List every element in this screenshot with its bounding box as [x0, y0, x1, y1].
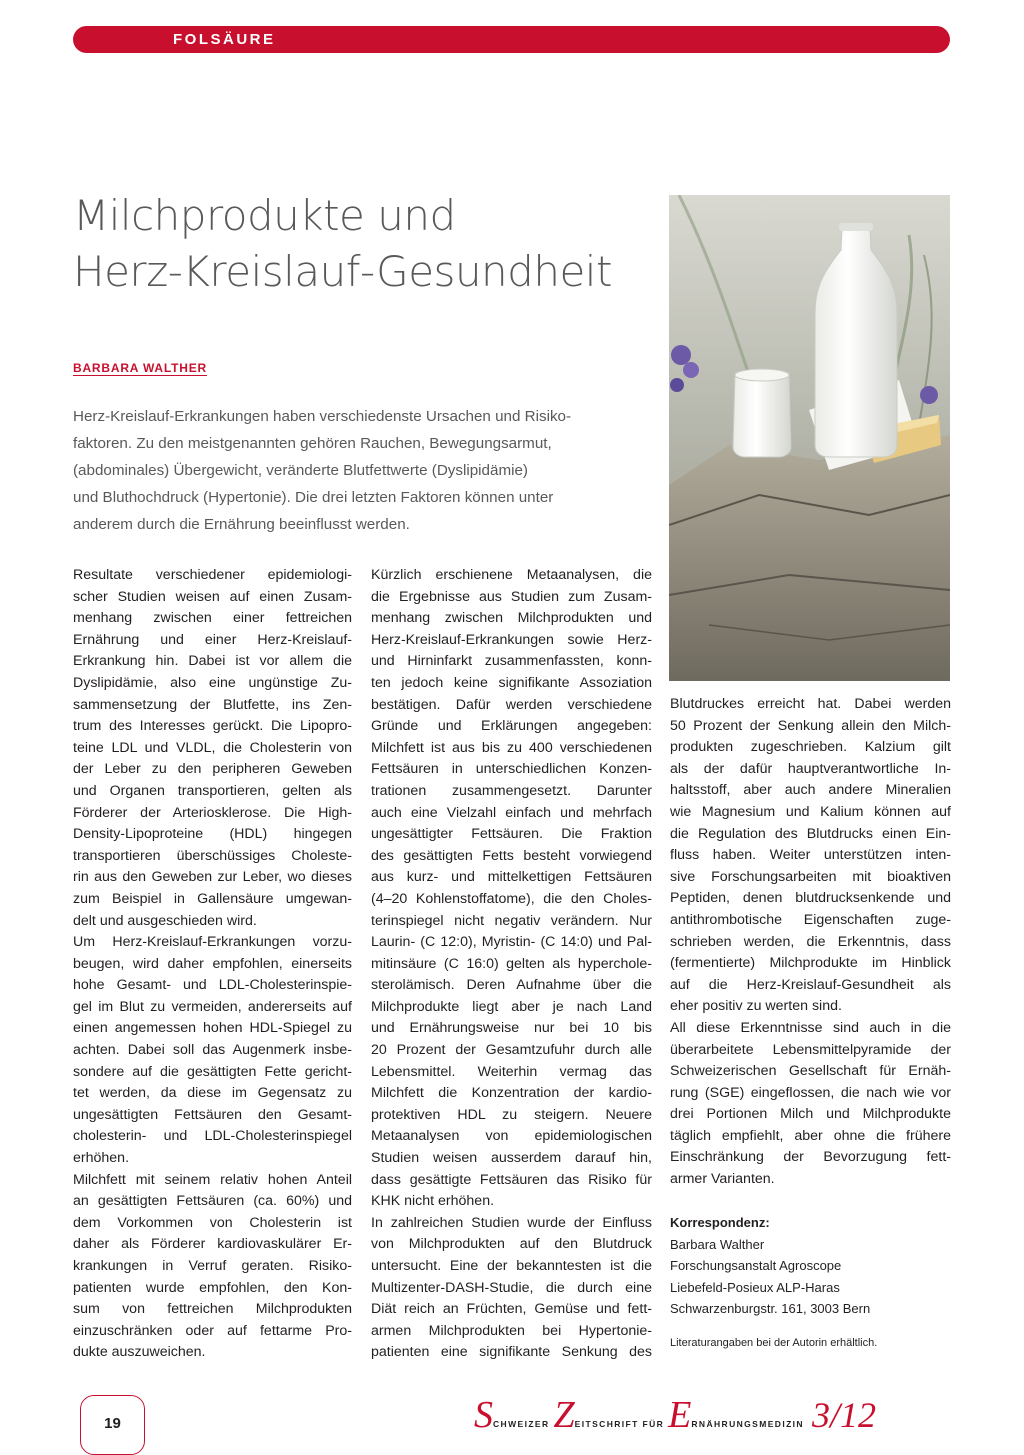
text-line: patienten wurde empfohlen, den Kon-	[73, 1279, 352, 1296]
text-line: sammensetzung der Blutfette, ins Zen-	[73, 696, 352, 713]
text-line: Studien weisen ausserdem darauf hin,	[371, 1150, 652, 1167]
journal-letter-z: Z	[553, 1394, 575, 1436]
text-line: und Hirninfarkt zusammenfassten, konn-	[371, 653, 652, 670]
article-title	[73, 188, 643, 300]
text-line: Blutdruckes erreicht hat. Dabei werden	[670, 696, 951, 712]
text-line: Milchprodukte liegt aber je nach Land	[371, 998, 652, 1015]
lead-line: Herz-Kreislauf-Erkrankungen haben verschiedenste Ursachen und Risiko-	[73, 408, 572, 425]
text-line: 50 Prozent der Senkung allein den Milch-	[670, 717, 951, 734]
text-line: daher als Förderer kardiovaskulärer Er-	[73, 1236, 352, 1253]
page-number: 19	[104, 1415, 121, 1432]
text-line: und Ernährungsweise nur bei 10 bis	[371, 1020, 652, 1037]
text-line: dem Vorkommen von Cholesterin ist	[73, 1214, 352, 1231]
text-line: des gesättigten Fetts besteht vorwiegend	[371, 847, 652, 864]
text-line: einzuschränken oder auf fettarme Pro-	[73, 1322, 352, 1339]
text-line: protektiven HDL zu steigern. Neuere	[371, 1106, 652, 1123]
text-line: teine LDL und VLDL, die Cholesterin von	[73, 739, 352, 756]
text-line: Um Herz-Kreislauf-Erkrankungen vorzu-	[73, 934, 352, 951]
text-line: trationen zusammengesetzt. Darunter	[371, 782, 652, 799]
text-line: Fettsäuren in unterschiedlichen Konzen-	[371, 761, 652, 778]
text-line: patienten eine signifikante Senkung des	[371, 1344, 652, 1361]
text-line: krankungen in Verruf geraten. Risiko-	[73, 1258, 352, 1274]
text-line: aus kurz- und mittelkettigen Fettsäuren	[371, 869, 652, 886]
correspondence-block	[670, 1212, 951, 1320]
text-line: trum des Interesses gerückt. Die Lipopro-	[73, 718, 352, 735]
title-line: Milchprodukte und	[73, 191, 456, 240]
literature-note: Literaturangaben bei der Autorin erhältlich.	[670, 1337, 878, 1349]
text-line: täglich empfiehlt, aber ohne die frühere	[670, 1127, 951, 1144]
journal-letter-s: S	[474, 1394, 493, 1436]
text-line: rung (SGE) eingeflossen, die nach wie vor	[670, 1084, 951, 1101]
text-line: KHK nicht erhöhen.	[371, 1193, 495, 1210]
text-line: sum von fettreichen Milchprodukten	[73, 1301, 352, 1318]
text-line: armen Milchprodukten bei Hypertonie-	[371, 1322, 652, 1339]
lead-line: anderem durch die Ernährung beeinflusst werden.	[73, 516, 410, 533]
text-line: ungesättigten Fettsäuren den Gesamt-	[73, 1106, 352, 1123]
text-line: einen angemessen hohen HDL-Spiegel zu	[73, 1020, 352, 1037]
text-line: transportieren überschüssiges Choleste-	[73, 847, 352, 864]
text-line: die Regulation des Blutdrucks einen Ein-	[670, 825, 951, 842]
text-line: Milchfett ist aus bis zu 400 verschiedenen	[371, 739, 652, 756]
section-banner	[73, 26, 950, 53]
text-line: Erkrankung hin. Dabei ist vor allem die	[73, 653, 352, 670]
text-line: wie Magnesium und Kalium können auf	[670, 803, 951, 820]
journal-word-2: EITSCHRIFT FÜR	[574, 1419, 665, 1429]
text-line: der Leber zu den peripheren Geweben	[73, 761, 352, 778]
text-line: dass gesättigte Fettsäuren das Risiko für	[371, 1171, 652, 1188]
journal-logo	[474, 1394, 954, 1434]
correspondence-line: Barbara Walther	[670, 1236, 765, 1252]
text-line: untersucht. Eine der bekanntesten ist die	[371, 1258, 652, 1274]
text-line: an gesättigten Fettsäuren (ca. 60%) und	[73, 1193, 352, 1210]
text-line: armer Varianten.	[670, 1171, 775, 1188]
journal-word-1: CHWEIZER	[493, 1419, 550, 1429]
text-line: drei Portionen Milch und Milchprodukte	[670, 1106, 951, 1123]
text-line: Milchfett die Konzentration der kardio-	[371, 1085, 652, 1102]
text-line: antithrombotische Eigenschaften zuge-	[670, 911, 951, 928]
text-line: von Milchprodukten auf den Blutdruck	[371, 1236, 652, 1253]
correspondence-line: Schwarzenburgstr. 161, 3003 Bern	[670, 1301, 871, 1317]
journal-letter-e: E	[668, 1394, 692, 1436]
text-column-1	[73, 565, 352, 1364]
text-line: Milchfett mit seinem relativ hohen Anteil	[73, 1171, 352, 1188]
text-line: Multizenter-DASH-Studie, die durch eine	[371, 1279, 652, 1296]
correspondence-heading: Korrespondenz:	[670, 1215, 770, 1230]
lead-paragraph	[73, 403, 643, 538]
text-line: Density-Lipoproteine (HDL) hingegen	[73, 826, 352, 843]
text-column-3	[670, 694, 951, 1191]
text-line: Herz-Kreislauf-Erkrankungen sowie Herz-	[371, 631, 652, 648]
text-line: Einschränkung der Bevorzugung fett-	[670, 1149, 951, 1166]
text-line: (4–20 Kohlenstoffatome), die den Choles-	[371, 890, 652, 907]
text-line: 20 Prozent der Gesamtzufuhr durch alle	[371, 1042, 652, 1059]
text-line: Diät reich an Früchten, Gemüse und fett-	[371, 1301, 652, 1318]
text-line: ungesättigter Fettsäuren. Die Fraktion	[371, 826, 652, 843]
text-line: All diese Erkenntnisse sind auch in die	[670, 1019, 951, 1036]
text-line: Lebensmittel. Weiterhin vermag das	[371, 1063, 652, 1080]
author-name: BARBARA WALTHER	[73, 361, 207, 375]
text-column-2	[371, 565, 652, 1364]
text-line: hohe Gesamt- und LDL-Cholesterinspie-	[73, 977, 352, 994]
correspondence-line: Forschungsanstalt Agroscope	[670, 1258, 842, 1274]
text-line: menhang zwischen einer fettreichen	[73, 610, 352, 627]
text-line: scher Studien weisen auf einen Zusam-	[73, 588, 352, 605]
text-line: Ernährung und einer Herz-Kreislauf-	[73, 631, 352, 648]
text-line: Gründe und Erklärungen angegeben:	[371, 718, 652, 735]
text-line: terinspiegel nicht negativ verändern. Nur	[371, 912, 652, 929]
lead-line: und Bluthochdruck (Hypertonie). Die drei letzten Faktoren können unter	[73, 489, 554, 506]
text-line: fluss haben. Weiter unterstützen inten-	[670, 847, 951, 864]
text-line: sive Forschungsarbeiten mit bioaktiven	[670, 868, 951, 885]
article-photo	[669, 195, 950, 681]
text-line: (fermentierte) Milchprodukte im Hinblick	[670, 955, 951, 972]
text-line: tet werden, da diese im Gegensatz zu	[73, 1085, 352, 1102]
text-line: rin aus den Geweben zur Leber, wo dieses	[73, 869, 352, 886]
text-line: mitinsäure (C 16:0) gelten als hypercholе-	[371, 955, 652, 972]
text-line: haltsstoff, aber auch andere Mineralien	[670, 782, 951, 799]
text-line: gel im Blut zu vermeiden, andererseits auf	[73, 998, 352, 1015]
text-line: Metaanalysen von epidemiologischen	[371, 1128, 652, 1145]
correspondence-line: Liebefeld-Posieux ALP-Haras	[670, 1279, 840, 1295]
text-line: In zahlreichen Studien wurde der Einfluss	[371, 1214, 652, 1231]
text-line: sterolämisch. Deren Aufnahme über die	[371, 977, 652, 994]
text-line: produkten zugeschrieben. Kalzium gilt	[670, 739, 951, 756]
text-line: Laurin- (C 12:0), Myristin- (C 14:0) und Pal-	[371, 934, 652, 951]
text-line: Dyslipidämie, also eine ungünstige Zu-	[73, 674, 352, 691]
text-line: delt und ausgeschieden wird.	[73, 912, 257, 929]
lead-line: faktoren. Zu den meistgenannten gehören Rauchen, Bewegungsarmut,	[73, 435, 552, 452]
lead-line: (abdominales) Übergewicht, veränderte Blutfettwerte (Dyslipidämie)	[73, 462, 528, 479]
text-line: Förderer der Arteriosklerose. Die High-	[73, 804, 352, 821]
text-line: sondere auf die gesättigten Fette gericht-	[73, 1063, 352, 1080]
text-line: zum Beispiel in Gallensäure umgewan-	[73, 890, 352, 907]
text-line: als der dafür hauptverantwortliche In-	[670, 760, 951, 777]
text-line: bestätigen. Dafür werden verschiedene	[371, 696, 652, 713]
text-line: die Ergebnisse aus Studien zum Zusam-	[371, 588, 652, 605]
journal-word-3: RNÄHRUNGSMEDIZIN	[691, 1419, 804, 1429]
text-line: cholesterin- und LDL-Cholesterinspiegel	[73, 1128, 352, 1145]
text-line: auf die Herz-Kreislauf-Gesundheit als	[670, 976, 951, 993]
text-line: schrieben werden, die Erkenntnis, dass	[670, 933, 951, 950]
text-line: menhang zwischen Milchprodukten und	[371, 610, 652, 627]
text-line: dukte auszuweichen.	[73, 1344, 206, 1361]
text-line: Schweizerischen Gesellschaft für Ernäh-	[670, 1063, 951, 1080]
text-line: und Organen transportieren, gelten als	[73, 782, 352, 799]
section-label: FOLSÄURE	[173, 31, 276, 48]
title-line: Herz-Kreislauf-Gesundheit	[73, 247, 612, 296]
text-line: erhöhen.	[73, 1150, 130, 1167]
text-line: überarbeitete Lebensmittelpyramide der	[670, 1041, 951, 1058]
text-line: eher positiv zu werten sind.	[670, 998, 842, 1015]
text-line: beugen, wird daher empfohlen, einerseits	[73, 955, 352, 972]
journal-issue: 3/12	[811, 1395, 876, 1435]
text-line: Resultate verschiedener epidemiologi-	[73, 567, 352, 583]
text-line: ten jedoch keine signifikante Assoziation	[371, 674, 652, 691]
text-line: auch eine Vielzahl einfach und mehrfach	[371, 804, 652, 821]
text-line: Peptiden, denen blutdrucksenkende und	[670, 890, 951, 907]
page-number-box	[80, 1395, 145, 1455]
text-line: Kürzlich erschienene Metaanalysen, die	[371, 567, 652, 583]
text-line: achten. Dabei soll das Augenmerk insbe-	[73, 1042, 352, 1059]
